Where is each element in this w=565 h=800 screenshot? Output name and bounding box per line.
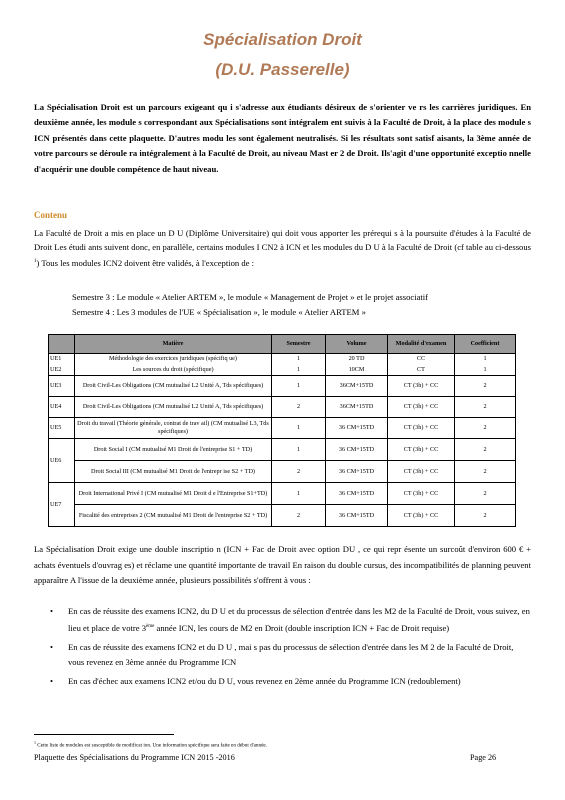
list-item-text: En cas d'échec aux examens ICN2 et/ou du D U, vous revenez en 2ème année du Programme ICN (redoublement) [68,675,461,686]
table-cell-semestre: 1 [272,376,326,397]
list-item [50,290,520,305]
intro-paragraph: La Spécialisation Droit est un parcours exigeant qu i s'adresse aux étudiants désireux de s'orienter ve rs les carrières juridiques. En deuxième année, les module s correspondant aux Spécialisations sont intégralem ent suivis à la Faculté de Droit, à la place des module s ICN présentés dans cette plaquette. D'autres modu les sont également neutralisés. Si les résultats sont satisf aisants, la 3ème année de votre parcours se déroule ra intégralement à la Faculté de Droit, au niveau Mast er 2 de Droit. Ils'agit d'une opportunité exceptio nnelle d'acquérir une double compétence de haut niveau. [34,102,531,174]
table-header-matiere: Matière [75,335,272,354]
table-cell-volume: 36CM+15TD [326,376,388,397]
table-row [49,505,516,527]
table-cell-ue: UE1 [49,354,75,365]
table-cell-matiere: Droit Civil-Les Obligations (CM mutualisé L2 Unité A, Tds spécifiques) [75,397,272,418]
table-cell-volume: 36 CM+15TD [326,439,388,461]
bullet-icon: • [50,675,54,686]
list-item-text: En cas de réussite des examens ICN2 et du D U , mai s pas du processus de sélection d'entrée dans les M 2 de la Faculté de Droit, vous revenez en 3ème année du Programme ICN [68,641,514,667]
table-row [49,354,516,365]
contenu-text-1: La Faculté de Droit a mis en place un D U (Diplôme Universitaire) qui doit vous apporter les prérequi s à la poursuite d'études à la Faculté de Droit Les étudi ants suivent donc, en parallèle, certains modules I CN2 à ICN et les modules du D U à la Faculté de Droit (cf table au ci-dessous [34,228,531,253]
table-cell-modalite: CC [388,354,455,365]
table-cell-matiere: Droit Social I (CM mutualisé M1 Droit de l'entreprise S1 + TD) [75,439,272,461]
table-cell-volume: 10CM [326,365,388,376]
table-cell-semestre: 2 [272,397,326,418]
table-row [49,397,516,418]
table-cell-volume: 36 CM+15TD [326,461,388,483]
list-item [50,640,530,670]
table-cell-volume: 36CM+15TD [326,397,388,418]
table-cell-semestre: 1 [272,354,326,365]
table-cell-semestre: 1 [272,365,326,376]
page-number: Page 26 [470,753,497,762]
table-row [49,439,516,461]
bullet-icon: • [50,606,54,616]
table-cell-coefficient: 2 [455,461,516,483]
superscript: ème [146,624,155,629]
table-cell-coefficient: 2 [455,418,516,439]
table-cell-modalite: CT (3h) + CC [388,505,455,527]
section-heading-contenu: Contenu [34,210,68,220]
bullet-icon: • [50,641,54,652]
table-cell-semestre: 1 [272,483,326,505]
table-cell-modalite: CT (3h) + CC [388,439,455,461]
list-item-text: En cas de réussite des examens ICN2, du D U et du processus de sélection d'entrée dans les M2 de la Faculté de Droit, vous suivez, en lieu et place de votre 3 [68,606,530,633]
table-cell-coefficient: 1 [455,365,516,376]
table-cell-volume: 36 CM+15TD [326,505,388,527]
table-header-coefficient: Coefficient [455,335,516,354]
footer-title: Plaquette des Spécialisations du Programme ICN 2015 -2016 [34,753,235,762]
footnote-number: 1 [34,740,36,745]
list-item [50,604,530,636]
table-cell-coefficient: 2 [455,505,516,527]
table-cell-matiere: Les sources du droit (spécifique) [75,365,272,376]
table-cell-matiere: Fiscalité des entreprises 2 (CM mutualisé M1 Droit de l'entreprise S2 + TD) [75,505,272,527]
table-cell-volume: 20 TD [326,354,388,365]
table-header-modalite: Modalité d'examen [388,335,455,354]
table-row [49,483,516,505]
table-cell-matiere: Droit International Privé I (CM mutualisé M1 Droit d e l'Entreprise S1+TD) [75,483,272,505]
table-cell-ue: UE6 [49,439,75,483]
table-cell-matiere: Droit Civil-Les Obligations (CM mutualisé L2 Unité A, Tds spécifiques) [75,376,272,397]
table-cell-volume: 36 CM+15TD [326,418,388,439]
modules-table [48,334,516,527]
list-item-text-end: année ICN, les cours de M2 en Droit (double inscription ICN + Fac de Droit requise) [154,622,450,633]
table-cell-ue: UE2 [49,365,75,376]
contenu-paragraph [34,226,531,270]
exception-list [50,290,520,320]
table-row [49,461,516,483]
table-header-ue [49,335,75,354]
footnote [34,740,267,749]
list-item-text: Semestre 4 : Les 3 modules de l'UE « Spécialisation », le module « Atelier ARTEM » [72,307,366,317]
list-item-text: Semestre 3 : Le module « Atelier ARTEM », le module « Management de Projet » et le projet associatif [72,292,429,302]
table-cell-coefficient: 1 [455,354,516,365]
table-row [49,418,516,439]
footnote-text: Cette liste de modules est susceptible de modificat ion. Une information spécifique sera faite en début d'année. [36,742,267,749]
table-cell-ue: UE5 [49,418,75,439]
list-item [50,305,520,320]
table-cell-modalite: CT (3h) + CC [388,461,455,483]
table-cell-matiere: Méthodologie des exercices juridiques (spécifiq ue) [75,354,272,365]
possibilities-list [50,604,530,693]
list-item [50,674,530,689]
page-subtitle: (D.U. Passerelle) [215,60,350,79]
table-header-volume: Volume [326,335,388,354]
table-cell-modalite: CT [388,365,455,376]
table-cell-volume: 36 CM+15TD [326,483,388,505]
table-cell-coefficient: 2 [455,439,516,461]
table-cell-coefficient: 2 [455,376,516,397]
table-cell-coefficient: 2 [455,483,516,505]
table-header-semestre: Semestre [272,335,326,354]
table-cell-modalite: CT (3h) + CC [388,397,455,418]
footnote-ref: 1 [34,258,37,264]
table-cell-semestre: 1 [272,418,326,439]
contenu-text-2: ) Tous les modules ICN2 doivent être validés, à l'exception de : [36,257,254,268]
table-cell-ue: UE7 [49,483,75,527]
table-cell-ue: UE4 [49,397,75,418]
table-cell-coefficient: 2 [455,397,516,418]
table-cell-modalite: CT (3h) + CC [388,418,455,439]
table-cell-ue: UE3 [49,376,75,397]
table-cell-matiere: Droit Social III (CM mutualisé M1 Droit de l'entrepr ise S2 + TD) [75,461,272,483]
table-header-row [49,335,516,354]
table-cell-semestre: 2 [272,461,326,483]
table-cell-modalite: CT (3h) + CC [388,376,455,397]
table-cell-semestre: 2 [272,505,326,527]
footnote-separator [34,734,174,735]
table-row [49,365,516,376]
table-cell-matiere: Droit du travail (Théorie générale, contrat de trav ail) (CM mutualisé L3, Tds spécifiques) [75,418,272,439]
table-row [49,376,516,397]
table-cell-semestre: 1 [272,439,326,461]
page-title: Spécialisation Droit [203,30,362,49]
double-inscription-paragraph: La Spécialisation Droit exige une double inscriptio n (ICN + Fac de Droit avec option DU , ce qui repr ésente un surcoût d'environ 600 € + achats éventuels d'ouvrag es) et réclame une quantité importante de travail En raison du double cursus, des incompatibilités de planning peuvent apparaître A l'issue de la deuxième année, plusieurs possibilités s'offrent à vous : [34,544,531,586]
table-cell-modalite: CT (3h) + CC [388,483,455,505]
